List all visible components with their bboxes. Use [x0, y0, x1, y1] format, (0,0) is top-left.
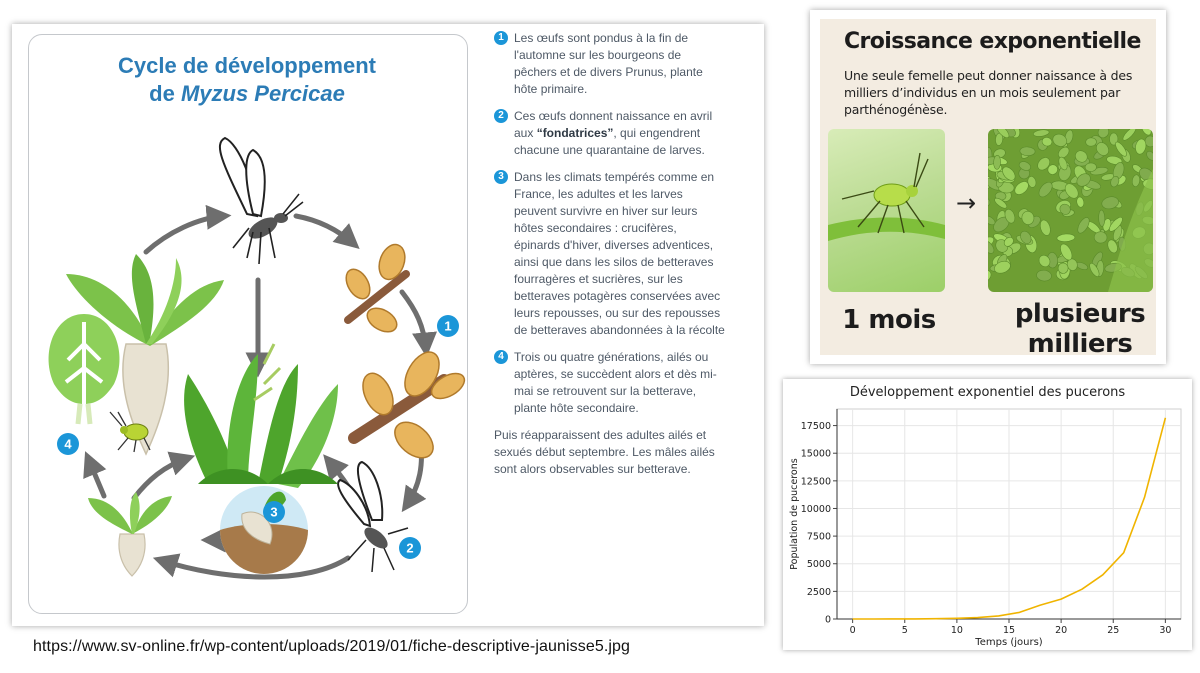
peach-bud-branch-large-icon — [354, 346, 468, 465]
growth-title: Croissance exponentielle — [844, 29, 1141, 54]
colony-aphid — [1085, 137, 1096, 146]
colony-aphid — [1057, 233, 1075, 242]
arrow-right-icon: → — [956, 189, 977, 217]
growth-line-chart — [783, 379, 1192, 650]
young-beet-icon — [88, 492, 172, 576]
marker-3-label: 3 — [270, 504, 278, 520]
marker-1-label: 1 — [444, 318, 452, 334]
marker-4 — [57, 433, 79, 455]
chart-title: Développement exponentiel des pucerons — [849, 385, 1126, 400]
source-url[interactable]: https://www.sv-online.fr/wp-content/uploads/2019/01/fiche-descriptive-jaunisse5.jpg — [33, 638, 631, 655]
aphid-colony-photo — [988, 129, 1153, 292]
arrow-to-peach-buds-top — [296, 216, 354, 244]
note-4-text: Trois ou quatre générations, ailés ou aptères, se succèdent alors et dès mi-mai se retrouvent sur la betterave, plante hôte secondaire. — [514, 350, 717, 415]
marker-4-label: 4 — [64, 436, 72, 452]
lifecycle-infographic — [12, 24, 764, 626]
note-2-text-before: Ces œufs donnent naissance en avril aux — [514, 109, 713, 140]
note-1-number: 1 — [494, 31, 508, 45]
note-2-text-after: , qui engendrent chacune une quarantaine de larves. — [514, 126, 705, 157]
colony-aphid — [1098, 210, 1105, 226]
y-tick-label: 12500 — [800, 476, 831, 488]
colony-aphid — [1076, 196, 1085, 208]
cycle-title-prefix: de — [149, 81, 181, 106]
note-2-number: 2 — [494, 109, 508, 123]
marker-3 — [263, 501, 285, 523]
species-name: Myzus Percicae — [180, 81, 345, 106]
cycle-title — [28, 52, 466, 108]
winged-aphid-right-icon — [338, 462, 408, 572]
closing-note: Puis réapparaissent des adultes ailés et sexués début septembre. Les mâles ailés sont alors observables sur betterave. — [494, 428, 715, 476]
y-tick-label: 10000 — [800, 503, 831, 515]
colony-aphid — [1131, 174, 1140, 187]
lifecycle-notes — [494, 30, 726, 488]
marker-2 — [399, 537, 421, 559]
note-1-text: Les œufs sont pondus à la fin de l'automne sur les bourgeons de pêchers et de divers Prunus, plante hôte primaire. — [514, 31, 703, 96]
x-tick-label: 0 — [849, 625, 856, 636]
y-tick-label: 0 — [824, 614, 831, 626]
growth-card — [810, 10, 1166, 364]
x-axis-label: Temps (jours) — [975, 637, 1043, 648]
note-3-text: Dans les climats tempérés comme en France, les adultes et les larves peuvent survivre en hiver sur leurs hôtes secondaires : crucifères, épinards d'hiver, diverses adventices, ainsi que dans les silos de betteraves fourragères et sucrières, sur les betteraves potagères conservées avec leurs repousses, ou sur des repousses de betteraves abandonnées à la récolte — [514, 170, 725, 337]
single-aphid-illustration — [828, 129, 945, 292]
x-tick-label: 5 — [901, 625, 908, 636]
y-tick-label: 7500 — [806, 531, 831, 543]
y-tick-label: 15000 — [800, 448, 831, 460]
colony-aphid — [1101, 195, 1120, 210]
growth-description: Une seule femelle peut donner naissance à des milliers d’individus en un mois seulement par parthénogénèse. — [844, 68, 1133, 117]
several-thousand-line1: plusieurs — [1014, 299, 1146, 329]
colony-aphid — [1033, 129, 1050, 137]
colony-aphid — [993, 155, 1000, 169]
soil-globe-icon — [220, 486, 308, 574]
note-3 — [494, 169, 726, 339]
host-plants-icon — [184, 344, 338, 488]
marker-2-label: 2 — [406, 540, 414, 556]
marker-1 — [437, 315, 459, 337]
colony-aphid — [1036, 269, 1052, 282]
note-2-bold: “fondatrices” — [536, 126, 614, 140]
several-thousand-label — [1000, 299, 1160, 359]
y-tick-label: 5000 — [806, 559, 831, 571]
colony-aphid — [1085, 163, 1097, 172]
aphid-colony-illustration — [988, 129, 1153, 292]
winged-aphid-icon — [220, 138, 303, 264]
single-aphid-photo — [828, 129, 945, 292]
one-month-label: 1 mois — [842, 305, 936, 335]
x-tick-label: 30 — [1159, 625, 1172, 636]
arrow-to-peach-buds — [402, 292, 426, 350]
arrow-to-winged-adult — [146, 216, 224, 252]
x-tick-label: 10 — [950, 625, 963, 636]
note-1 — [494, 30, 726, 98]
colony-aphid — [1113, 140, 1128, 158]
colony-aphid — [1094, 231, 1108, 243]
colony-aphid — [988, 196, 991, 208]
chard-leaf-icon — [49, 314, 120, 424]
several-thousand-line2: milliers — [1027, 329, 1133, 359]
colony-aphid — [1145, 150, 1153, 162]
colony-aphid — [1140, 129, 1153, 137]
colony-aphid — [1121, 129, 1138, 142]
colony-aphid — [1058, 263, 1068, 274]
arrow-small-beet-to-plants — [134, 458, 188, 498]
note-4 — [494, 349, 726, 417]
cycle-title-line1: Cycle de développement — [118, 53, 376, 78]
growth-chart-card — [783, 379, 1192, 650]
x-tick-label: 15 — [1002, 625, 1016, 636]
lifecycle-diagram — [28, 114, 468, 604]
note-2 — [494, 108, 726, 159]
x-tick-label: 20 — [1055, 625, 1068, 636]
y-axis-label: Population de pucerons — [789, 458, 800, 570]
y-tick-label: 2500 — [806, 586, 831, 598]
colony-aphid — [1038, 219, 1052, 237]
peach-bud-branch-small-icon — [341, 241, 409, 337]
growth-panel — [820, 19, 1156, 359]
note-3-number: 3 — [494, 170, 508, 184]
cycle-title-line2 — [28, 80, 466, 108]
x-tick-label: 25 — [1107, 625, 1120, 636]
y-tick-label: 17500 — [800, 421, 831, 433]
note-4-number: 4 — [494, 350, 508, 364]
arrow-to-marker-4 — [88, 458, 104, 496]
